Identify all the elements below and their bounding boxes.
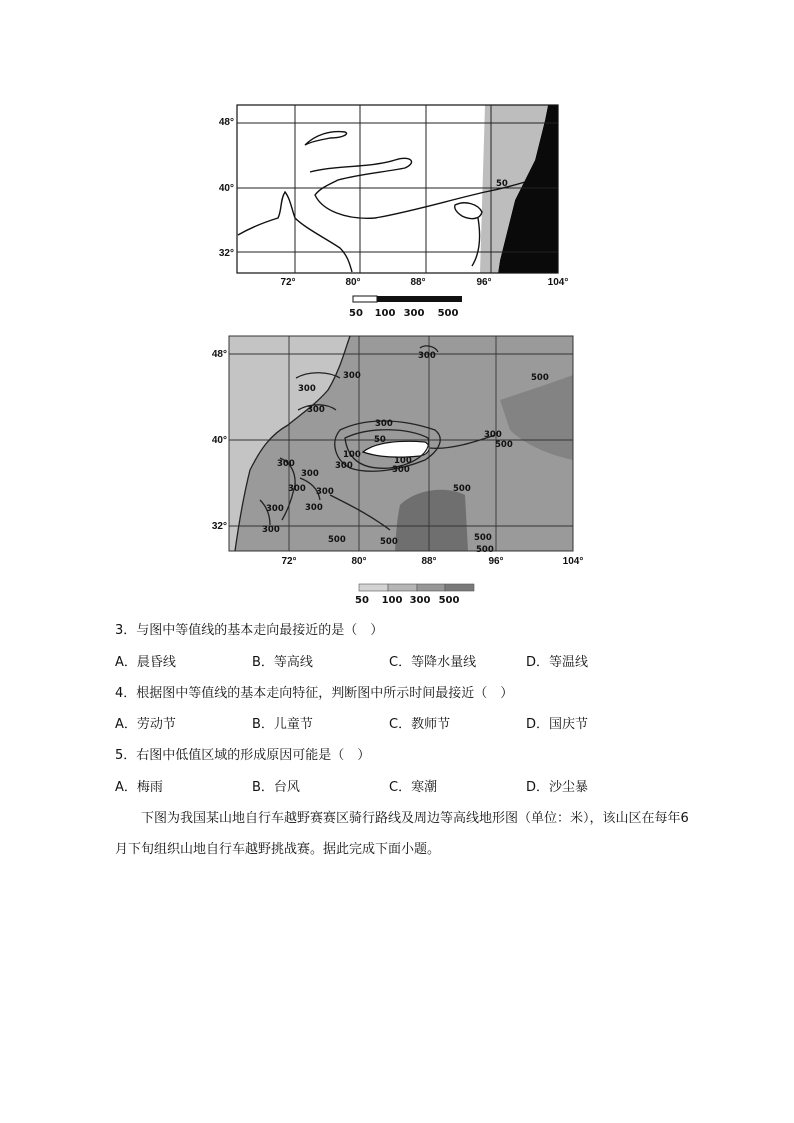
map2-lon-104: 104°	[562, 556, 584, 567]
question-3-option-a: A．晨昏线	[115, 655, 176, 670]
question-3-option-d: D．等温线	[526, 655, 589, 670]
map2-clabel-17: 300	[266, 504, 284, 514]
map2-clabel-11: 300	[484, 430, 502, 440]
question-5-stem: 5．右图中低值区域的形成原因可能是（ ）	[115, 748, 371, 763]
map1-lat-32: 32°	[218, 248, 234, 259]
map2-legend-100: 100	[381, 595, 403, 606]
map2-lon-88: 88°	[421, 556, 437, 567]
map2-lon-72: 72°	[281, 556, 297, 567]
map-bottom	[200, 330, 600, 610]
map1-lon-88: 88°	[410, 277, 426, 288]
question-4-option-c: C．教师节	[389, 717, 451, 732]
map2-clabel-19: 500	[453, 484, 471, 494]
map1-contour-label: 50	[496, 179, 508, 189]
map1-legend-100: 100	[374, 308, 396, 319]
map-top	[210, 100, 580, 325]
map1-legend-50: 50	[349, 308, 363, 319]
map2-clabel-4: 300	[307, 405, 325, 415]
map2-clabel-8: 300	[375, 419, 393, 429]
intro-paragraph: 下图为我国某山地自行车越野赛赛区骑行路线及周边等高线地形图（单位：米），该山区在每年6月下旬组织山地自行车越野挑战赛。据此完成下面小题。	[115, 811, 689, 857]
question-5-option-d: D．沙尘暴	[526, 780, 589, 795]
map2-clabel-21: 300	[262, 525, 280, 535]
map2-clabel-7: 100	[394, 456, 412, 466]
map2-clabel-13: 300	[277, 459, 295, 469]
map1-lon-72: 72°	[280, 277, 296, 288]
map2-clabel-3: 300	[298, 384, 316, 394]
map2-lon-80: 80°	[351, 556, 367, 567]
map2-legend-300: 300	[409, 595, 431, 606]
map2-clabel-10: 300	[392, 465, 410, 475]
map2-legend-500: 500	[438, 595, 460, 606]
map1-legend	[349, 296, 462, 319]
map2-lon-96: 96°	[488, 556, 504, 567]
map2-clabel-16: 300	[316, 487, 334, 497]
map2-clabel-20: 500	[380, 537, 398, 547]
map2-clabel-extra: 500	[476, 545, 494, 555]
map2-clabel-6: 100	[343, 450, 361, 460]
map2-clabel-9: 300	[335, 461, 353, 471]
map1-lon-96: 96°	[476, 277, 492, 288]
map2-lat-48: 48°	[211, 349, 227, 360]
map1-legend-300: 300	[403, 308, 425, 319]
map2-legend-50: 50	[355, 595, 369, 606]
map2-clabel-12: 500	[495, 440, 513, 450]
question-3-option-c: C．等降水量线	[389, 655, 477, 670]
question-4-option-b: B．儿童节	[252, 717, 313, 732]
question-5-option-a: A．梅雨	[115, 780, 163, 795]
question-4-option-d: D．国庆节	[526, 717, 589, 732]
map2-legend	[355, 584, 474, 606]
map2-clabel-18: 300	[305, 503, 323, 513]
map2-clabel-14: 300	[301, 469, 319, 479]
question-4-option-a: A．劳动节	[115, 717, 176, 732]
map2-clabel-1: 500	[531, 373, 549, 383]
question-5-option-c: C．寒潮	[389, 780, 438, 795]
question-4-stem: 4．根据图中等值线的基本走向特征，判断图中所示时间最接近（ ）	[115, 686, 514, 701]
map1-lat-40: 40°	[218, 183, 234, 194]
map2-clabel-2: 300	[343, 371, 361, 381]
map2-clabel-22: 500	[328, 535, 346, 545]
question-3-option-b: B．等高线	[252, 655, 313, 670]
map2-clabel-5: 50	[374, 435, 386, 445]
map1-lon-80: 80°	[345, 277, 361, 288]
map1-lat-48: 48°	[218, 117, 234, 128]
question-5-option-b: B．台风	[252, 780, 300, 795]
map2-lat-40: 40°	[211, 435, 227, 446]
map2-clabel-0: 300	[418, 351, 436, 361]
map1-lon-104: 104°	[547, 277, 569, 288]
map1-legend-500: 500	[437, 308, 459, 319]
map2-clabel-23: 500	[474, 533, 492, 543]
question-3-stem: 3．与图中等值线的基本走向最接近的是（ ）	[115, 623, 384, 638]
map2-clabel-15: 300	[288, 484, 306, 494]
map2-lat-32: 32°	[211, 521, 227, 532]
